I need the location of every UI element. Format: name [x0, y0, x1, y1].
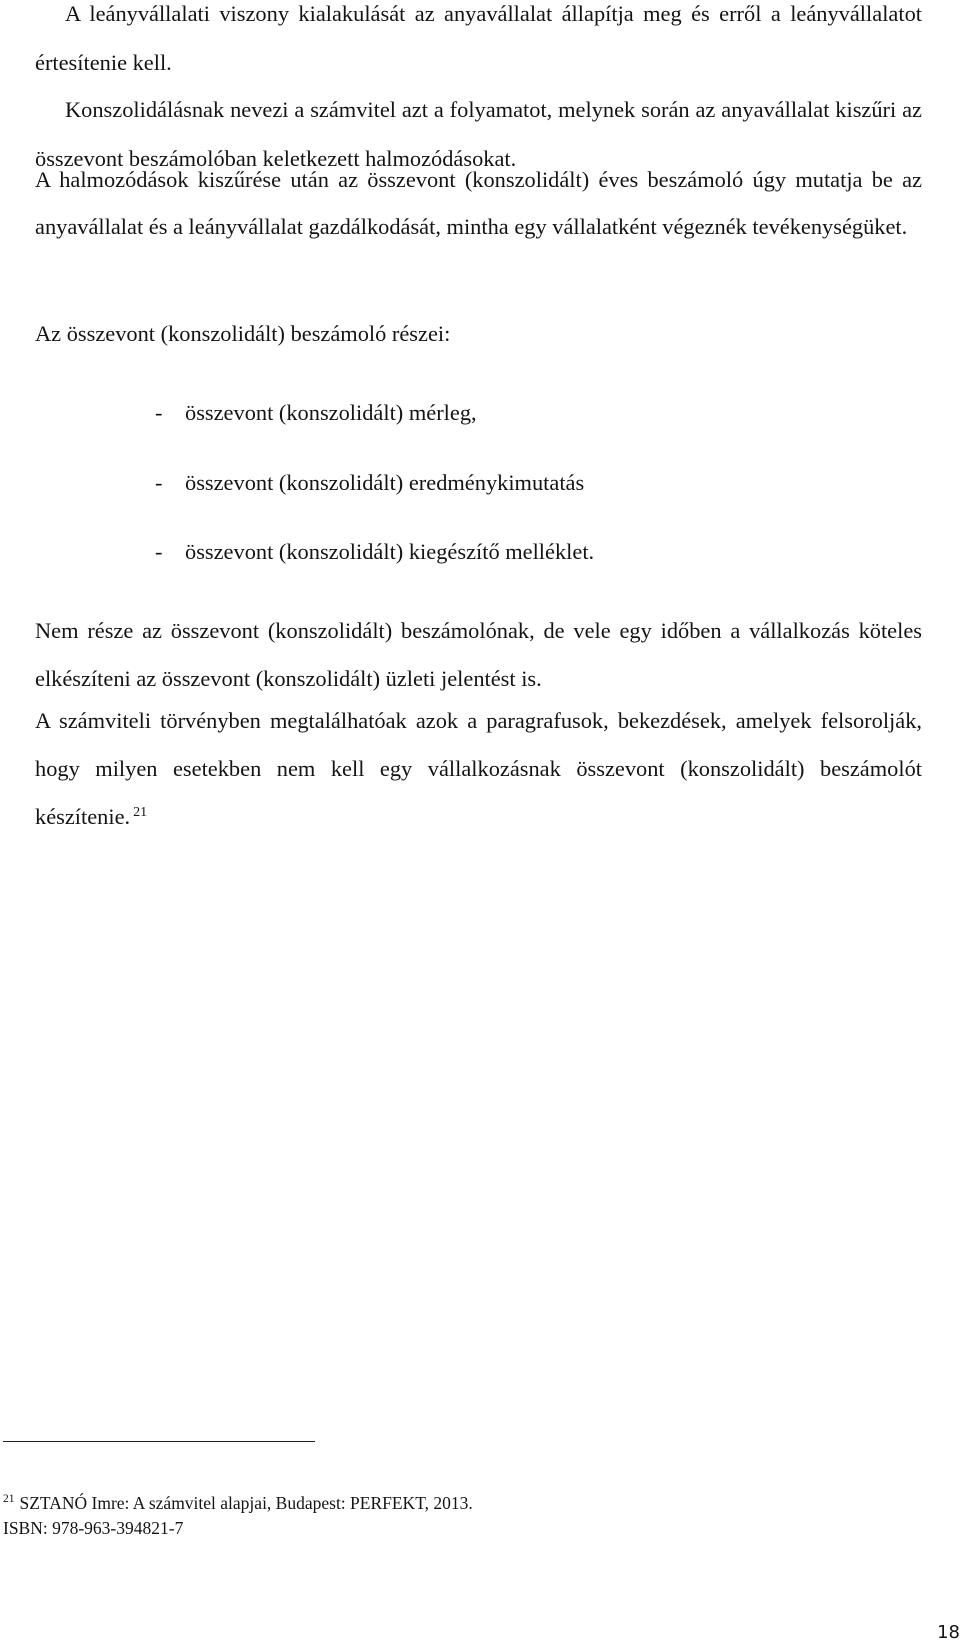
footnote [3, 1491, 473, 1516]
list-bullet: - [155, 400, 163, 425]
footnote-text: SZTANÓ Imre: A számvitel alapjai, Budapest: PERFEKT, 2013. [19, 1493, 473, 1513]
page-number: 18 [937, 1622, 960, 1643]
list-item-text: összevont (konszolidált) eredménykimutatás [185, 470, 585, 495]
paragraph-exemptions-text: A számviteli törvényben megtalálhatóak azok a paragrafusok, bekezdések, amelyek felsorolják, hogy milyen esetekben nem kell egy vállalkozásnak összevont (konszolidált) beszámolót készítenie. [35, 708, 922, 829]
paragraph-exemptions [35, 697, 922, 841]
list-item-balance-sheet [155, 398, 477, 428]
list-item-notes [155, 537, 594, 567]
list-bullet: - [155, 539, 163, 564]
paragraph-consolidation-definition: Konszolidálásnak nevezi a számvitel azt a folyamatot, melynek során az anyavállalat kiszűri az összevont beszámolóban keletkezett halmozódásokat. [35, 97, 922, 171]
paragraph-business-report: Nem része az összevont (konszolidált) beszámolónak, de vele egy időben a vállalkozás köteles elkészíteni az összevont (konszolidált) üzleti jelentést is. [35, 618, 922, 691]
paragraph-consolidated-report-purpose: A halmozódások kiszűrése után az összevont (konszolidált) éves beszámoló úgy mutatja be az anyavállalat és a leányvállalat gazdálkodását, mintha egy vállalatként végeznék tevékenységüket. [35, 167, 922, 239]
list-item-text: összevont (konszolidált) mérleg, [185, 400, 477, 425]
footnote-isbn: ISBN: 978-963-394821-7 [3, 1518, 184, 1538]
paragraph-subsidiary-relationship: A leányvállalati viszony kialakulását az anyavállalat állapítja meg és erről a leányvállalatot értesítenie kell. [35, 1, 922, 75]
list-item-text: összevont (konszolidált) kiegészítő melléklet. [185, 539, 595, 564]
list-bullet: - [155, 470, 163, 495]
footnote-separator [3, 1441, 315, 1442]
footnote-number: 21 [3, 1493, 15, 1506]
footnote-reference[interactable]: 21 [133, 804, 148, 820]
paragraph-report-parts-intro: Az összevont (konszolidált) beszámoló részei: [35, 321, 451, 346]
list-item-income-statement [155, 468, 584, 498]
